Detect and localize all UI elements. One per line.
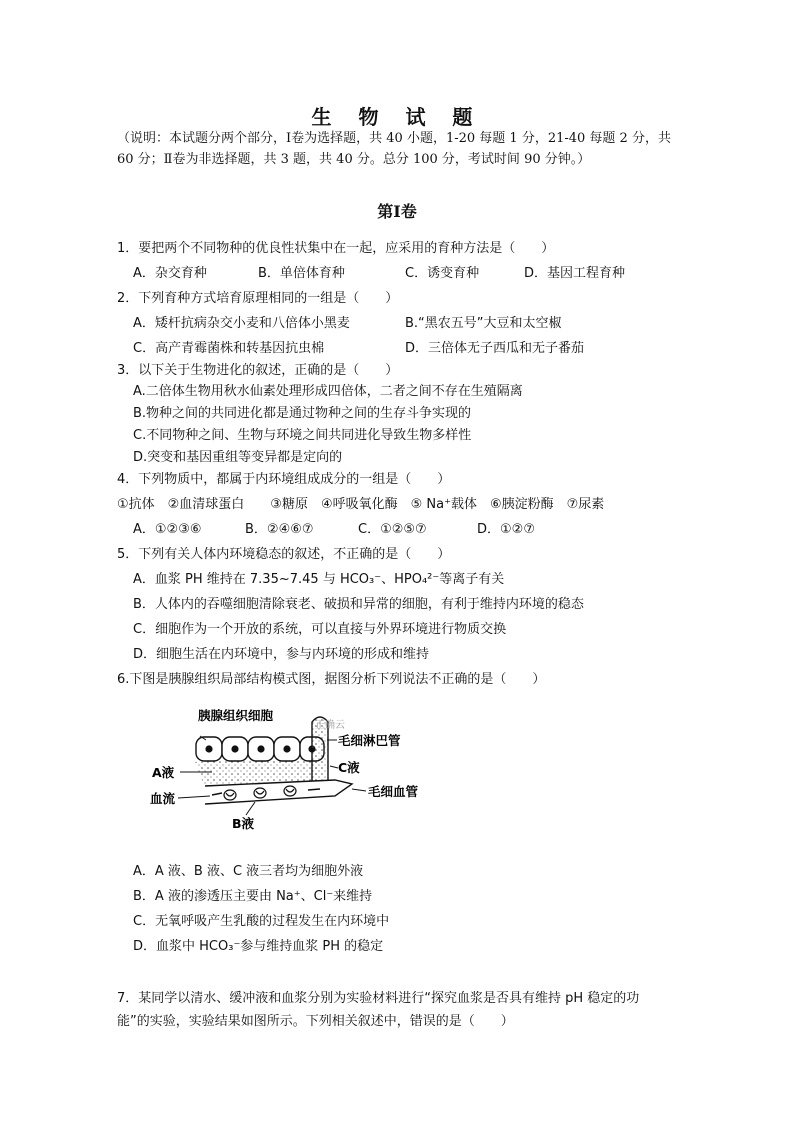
q5-option-c: C．细胞作为一个开放的系统，可以直接与外界环境进行物质交换 — [133, 622, 507, 637]
q5-option-d: D．细胞生活在内环境中，参与内环境的形成和维持 — [133, 647, 430, 662]
q2-option-b: B.“黑农五号”大豆和太空椒 — [405, 316, 562, 331]
q1-option-c: C．诱变育种 — [405, 266, 480, 281]
label-cell: 胰腺组织细胞 — [198, 708, 274, 723]
q6-option-a: A．A 液、B 液、C 液三者均为细胞外液 — [133, 864, 364, 879]
label-c-fluid: C液 — [338, 760, 360, 775]
q3-option-c: C.不同物种之间、生物与环境之间共同进化导致生物多样性 — [133, 428, 472, 443]
q4-option-c: C．①②⑤⑦ — [358, 522, 427, 537]
q3-option-b: B.物种之间的共同进化都是通过物种之间的生存斗争实现的 — [133, 406, 472, 421]
q1-option-a: A．杂交育种 — [133, 266, 207, 281]
q6-option-b: B．A 液的渗透压主要由 Na⁺、Cl⁻来维持 — [133, 889, 373, 904]
exam-instructions: （说明：本试题分两个部分，Ⅰ卷为选择题，共 40 小题，1-20 每题 1 分，21-40 每题 2 分，共 60 分；Ⅱ卷为非选择题，共 3 题，共 40 分。总分 100 分，考试时间 90 分钟。） — [117, 131, 671, 167]
label-lymph-capillary: 毛细淋巴管 — [338, 733, 401, 748]
label-a-fluid: A液 — [152, 765, 175, 780]
section-heading: 第Ⅰ卷 — [377, 202, 417, 221]
q3-option-a: A.二倍体生物用秋水仙素处理形成四倍体，二者之间不存在生殖隔离 — [133, 384, 523, 399]
question-7-stem-line1: 7．某同学以清水、缓冲液和血浆分别为实验材料进行“探究血浆是否具有维持 pH 稳定的功 — [117, 991, 640, 1006]
question-6-stem: 6.下图是胰腺组织局部结构模式图，据图分析下列说法不正确的是（ ） — [117, 672, 546, 687]
watermark-text: 正确云 — [315, 720, 345, 731]
question-4-stem: 4．下列物质中，都属于内环境组成成分的一组是（ ） — [117, 472, 451, 487]
question-5-stem: 5．下列有关人体内环境稳态的叙述，不正确的是（ ） — [117, 547, 451, 562]
question-7-stem-line2: 能”的实验，实验结果如图所示。下列相关叙述中，错误的是（ ） — [117, 1014, 514, 1029]
q5-option-a: A．血浆 PH 维持在 7.35~7.45 与 HCO₃⁻、HPO₄²⁻等离子有关 — [133, 572, 505, 587]
label-capillary: 毛细血管 — [368, 784, 419, 799]
label-blood-flow: 血流 — [150, 791, 176, 806]
q2-option-a: A．矮杆抗病杂交小麦和八倍体小黑麦 — [133, 316, 350, 331]
label-b-fluid: B液 — [232, 816, 255, 831]
pancreas-tissue-diagram — [140, 700, 440, 840]
q6-option-d: D．血浆中 HCO₃⁻参与维持血浆 PH 的稳定 — [133, 939, 384, 954]
question-3-stem: 3．以下关于生物进化的叙述，正确的是（ ） — [117, 363, 399, 378]
q5-option-b: B．人体内的吞噬细胞清除衰老、破损和异常的细胞，有利于维持内环境的稳态 — [133, 597, 584, 612]
q4-item-list: ①抗体 ②血清球蛋白 ③糖原 ④呼吸氧化酶 ⑤ Na⁺载体 ⑥胰淀粉酶 ⑦尿素 — [117, 497, 605, 512]
page-title: 生 物 试 题 — [311, 105, 483, 129]
q6-option-c: C．无氧呼吸产生乳酸的过程发生在内环境中 — [133, 914, 390, 929]
question-2-stem: 2．下列育种方式培育原理相同的一组是（ ） — [117, 291, 399, 306]
q1-option-d: D．基因工程育种 — [524, 266, 626, 281]
q4-option-d: D．①②⑦ — [477, 522, 535, 537]
q4-option-a: A．①②③⑥ — [133, 522, 202, 537]
question-1-stem: 1．要把两个不同物种的优良性状集中在一起，应采用的育种方法是（ ） — [117, 241, 555, 256]
q3-option-d: D.突变和基因重组等变异都是定向的 — [133, 450, 343, 465]
q4-option-b: B．②④⑥⑦ — [245, 522, 314, 537]
cell-row — [196, 737, 324, 761]
q2-option-c: C．高产青霉菌株和转基因抗虫棉 — [133, 341, 325, 356]
q2-option-d: D．三倍体无子西瓜和无子番茄 — [405, 341, 585, 356]
q1-option-b: B．单倍体育种 — [258, 266, 345, 281]
